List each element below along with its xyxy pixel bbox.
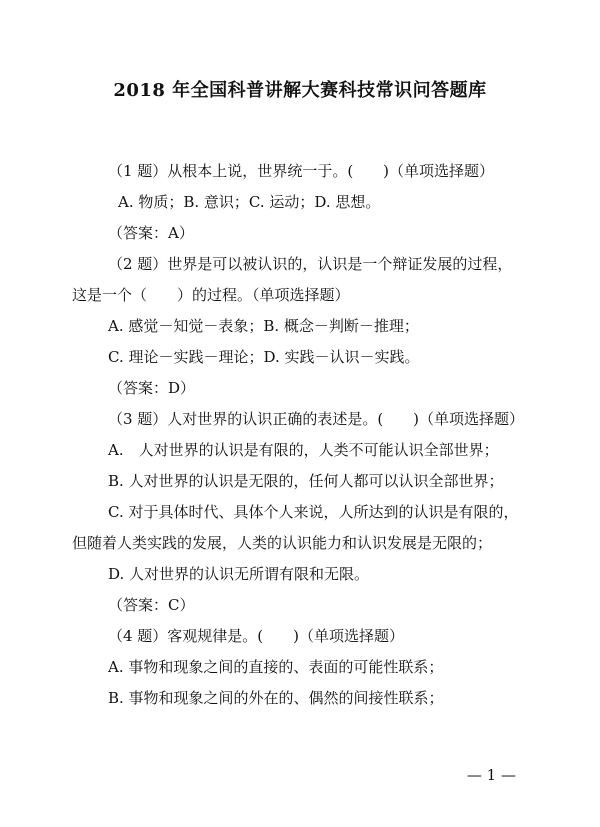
document-body	[72, 156, 532, 714]
text-line: （答案：C）	[108, 596, 195, 614]
text-line: A. 物质；B. 意识；C. 运动；D. 思想。	[118, 193, 381, 211]
text-line: 这是一个（ ）的过程。（单项选择题）	[72, 286, 350, 304]
text-line: C. 对于具体时代、具体个人来说，人所达到的认识是有限的，	[108, 503, 519, 521]
text-line: （2 题）世界是可以被认识的，认识是一个辩证发展的过程，	[108, 255, 513, 273]
text-line: （4 题）客观规律是。( )（单项选择题）	[108, 627, 405, 645]
text-line: B. 事物和现象之间的外在的、偶然的间接性联系；	[108, 689, 444, 707]
text-line: A. 感觉－知觉－表象；B. 概念－判断－推理；	[108, 317, 419, 335]
text-line: A. 事物和现象之间的直接的、表面的可能性联系；	[108, 658, 444, 676]
text-line: 但随着人类实践的发展，人类的认识能力和认识发展是无限的；	[72, 534, 493, 552]
text-line: B. 人对世界的认识是无限的，任何人都可以认识全部世界；	[108, 472, 504, 490]
text-line: （答案：A）	[108, 224, 194, 242]
page-number: — 1 —	[466, 766, 516, 784]
text-line: C. 理论－实践－理论；D. 实践－认识－实践。	[108, 348, 420, 366]
text-line: （3 题）人对世界的认识正确的表述是。( )（单项选择题）	[108, 410, 525, 428]
text-line: （答案：D）	[108, 379, 196, 397]
text-line: （1 题）从根本上说，世界统一于。( )（单项选择题）	[108, 162, 495, 180]
document-title: 2018 年全国科普讲解大赛科技常识问答题库	[113, 80, 487, 101]
text-line: A. 人对世界的认识是有限的，人类不可能认识全部世界；	[108, 441, 499, 459]
text-line: D. 人对世界的认识无所谓有限和无限。	[108, 565, 370, 583]
